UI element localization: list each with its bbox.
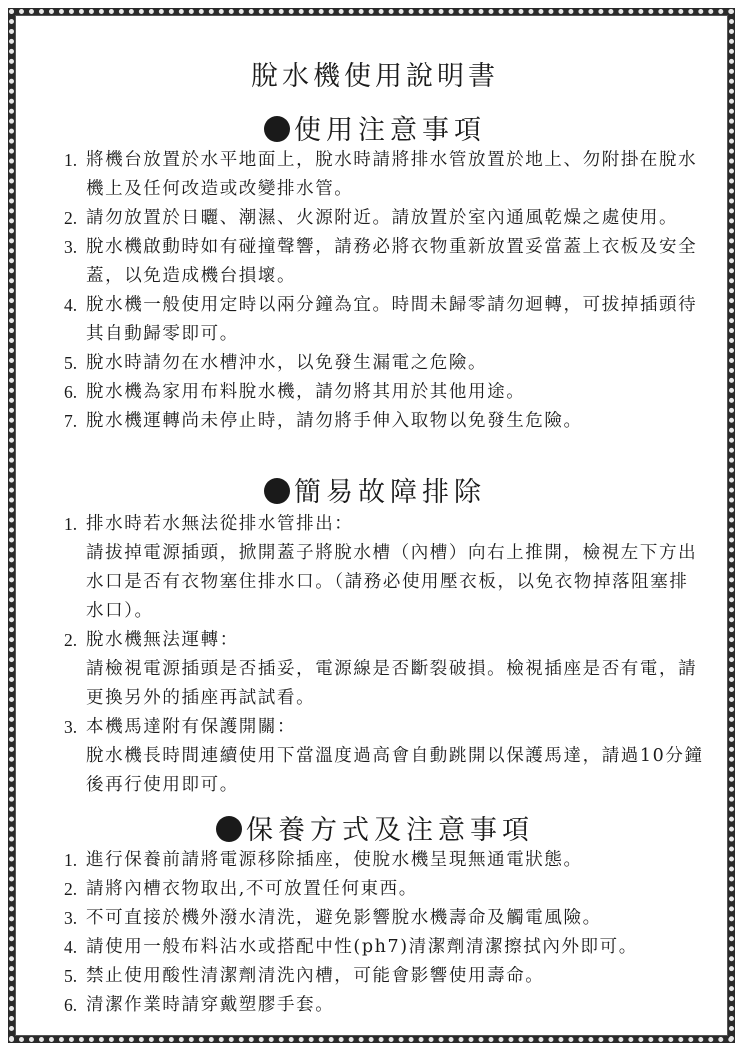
item-text: 脫水機為家用布料脫水機，請勿將其用於其他用途。 bbox=[86, 382, 526, 402]
list-item bbox=[64, 713, 704, 800]
item-number: 3. bbox=[64, 717, 78, 737]
problem-text: 排水時若水無法從排水管排出： bbox=[86, 514, 354, 534]
item-number: 7. bbox=[64, 411, 78, 431]
troubleshooting-list bbox=[64, 510, 704, 800]
list-item bbox=[64, 233, 704, 291]
list-item bbox=[64, 291, 704, 349]
item-text: 脫水機啟動時如有碰撞聲響，請務必將衣物重新放置妥當蓋上衣板及安全蓋，以免造成機台損壞。 bbox=[86, 237, 698, 286]
item-number: 6. bbox=[64, 382, 78, 402]
section-title-text: 保養方式及注意事項 bbox=[246, 815, 534, 846]
list-item bbox=[64, 933, 704, 962]
item-text: 進行保養前請將電源移除插座，使脫水機呈現無通電狀態。 bbox=[86, 850, 583, 870]
item-number: 3. bbox=[64, 908, 78, 928]
solution-text: 請拔掉電源插頭，掀開蓋子將脫水槽（內槽）向右上推開，檢視左下方出水口是否有衣物塞住排水口。（請務必使用壓衣板，以免衣物掉落阻塞排水口）。 bbox=[86, 543, 698, 621]
solution-text: 脫水機長時間連續使用下當溫度過高會自動跳開以保護馬達，請過10分鐘後再行使用即可。 bbox=[86, 746, 704, 795]
item-number: 1. bbox=[64, 514, 78, 534]
item-text: 禁止使用酸性清潔劑清洗內槽，可能會影響使用壽命。 bbox=[86, 966, 545, 986]
section-title-troubleshooting bbox=[0, 470, 750, 509]
bullet-circle-icon bbox=[216, 816, 242, 842]
problem-text: 脫水機無法運轉： bbox=[86, 630, 239, 650]
section-title-maintenance bbox=[0, 808, 750, 847]
list-item bbox=[64, 407, 704, 436]
problem-text: 本機馬達附有保護開關： bbox=[86, 717, 297, 737]
list-item bbox=[64, 378, 704, 407]
list-item bbox=[64, 349, 704, 378]
section-title-text: 簡易故障排除 bbox=[294, 477, 486, 508]
item-number: 5. bbox=[64, 966, 78, 986]
list-item bbox=[64, 846, 704, 875]
section-title-usage-notes bbox=[0, 108, 750, 147]
item-text: 請將內槽衣物取出,不可放置任何東西。 bbox=[86, 879, 418, 899]
item-text: 清潔作業時請穿戴塑膠手套。 bbox=[86, 995, 335, 1015]
item-number: 5. bbox=[64, 353, 78, 373]
list-item bbox=[64, 204, 704, 233]
item-number: 3. bbox=[64, 237, 78, 257]
list-item bbox=[64, 875, 704, 904]
maintenance-list bbox=[64, 846, 704, 1020]
list-item bbox=[64, 962, 704, 991]
item-number: 1. bbox=[64, 850, 78, 870]
list-item bbox=[64, 991, 704, 1020]
usage-notes-list bbox=[64, 146, 704, 436]
item-text: 不可直接於機外潑水清洗，避免影響脫水機壽命及觸電風險。 bbox=[86, 908, 602, 928]
item-number: 1. bbox=[64, 150, 78, 170]
item-number: 4. bbox=[64, 937, 78, 957]
item-number: 6. bbox=[64, 995, 78, 1015]
item-text: 脫水機一般使用定時以兩分鐘為宜。時間未歸零請勿迴轉，可拔掉插頭待其自動歸零即可。 bbox=[86, 295, 698, 344]
list-item bbox=[64, 626, 704, 713]
bullet-circle-icon bbox=[264, 478, 290, 504]
document-title: 脫水機使用說明書 bbox=[251, 61, 499, 93]
list-item bbox=[64, 904, 704, 933]
item-text: 脫水時請勿在水槽沖水，以免發生漏電之危險。 bbox=[86, 353, 488, 373]
section-title-text: 使用注意事項 bbox=[294, 115, 486, 146]
item-text: 請勿放置於日曬、潮濕、火源附近。請放置於室內通風乾燥之處使用。 bbox=[86, 208, 679, 228]
item-number: 2. bbox=[64, 630, 78, 650]
list-item bbox=[64, 146, 704, 204]
item-number: 4. bbox=[64, 295, 78, 315]
item-text: 將機台放置於水平地面上，脫水時請將排水管放置於地上、勿附掛在脫水機上及任何改造或改變排水管。 bbox=[86, 150, 698, 199]
item-text: 脫水機運轉尚未停止時，請勿將手伸入取物以免發生危險。 bbox=[86, 411, 583, 431]
solution-text: 請檢視電源插頭是否插妥，電源線是否斷裂破損。檢視插座是否有電，請更換另外的插座再試試看。 bbox=[86, 659, 698, 708]
item-text: 請使用一般布料沾水或搭配中性(ph7)清潔劑清潔擦拭內外即可。 bbox=[86, 937, 638, 957]
item-number: 2. bbox=[64, 879, 78, 899]
list-item bbox=[64, 510, 704, 626]
item-number: 2. bbox=[64, 208, 78, 228]
bullet-circle-icon bbox=[264, 116, 290, 142]
